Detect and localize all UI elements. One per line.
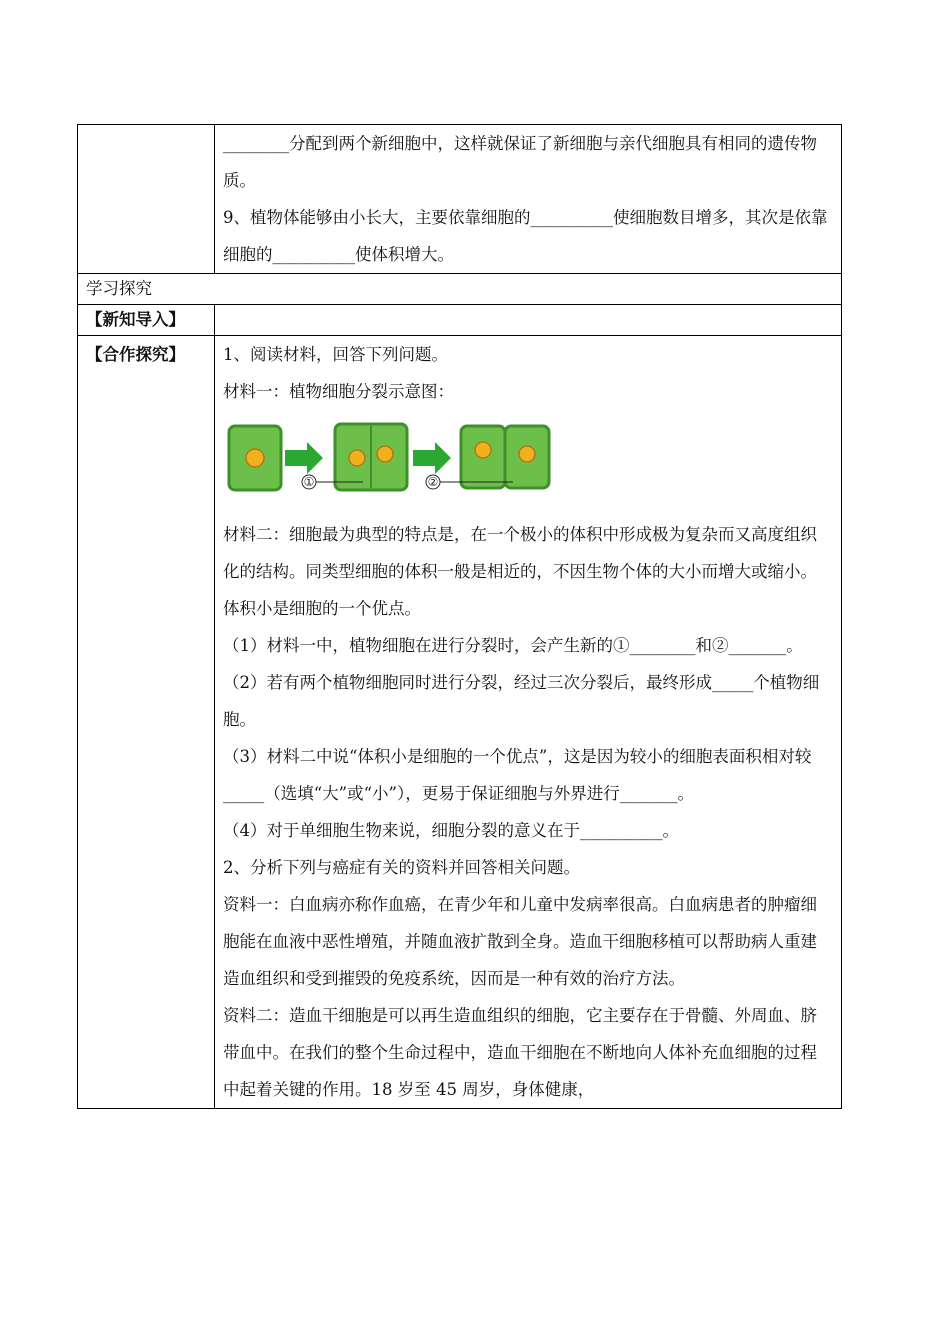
nucleus: [349, 450, 365, 466]
row1-left-cell: [78, 125, 215, 274]
cooperative-inquiry-label: 【合作探究】: [78, 336, 215, 1109]
question-2: 2、分析下列与癌症有关的资料并回答相关问题。: [223, 858, 580, 877]
nucleus: [475, 442, 491, 458]
data-1: 资料一：白血病亦称作血癌，在青少年和儿童中发病率很高。白血病患者的肿瘤细胞能在血液中恶性增殖，并随血液扩散到全身。造血干细胞移植可以帮助病人重建造血组织和受到摧毁的免疫系统，因而是一种有效的治疗方法。: [223, 895, 817, 988]
lesson-table: [77, 124, 842, 1109]
row1-right-cell: [215, 125, 842, 274]
new-knowledge-cell: [215, 305, 842, 336]
question-1: 1、阅读材料，回答下列问题。: [223, 345, 448, 364]
cell-division-diagram: [223, 414, 563, 506]
cooperative-inquiry-cell: [215, 336, 842, 1109]
section-heading: 学习探究: [86, 279, 152, 298]
section-heading-cell: [78, 274, 842, 305]
data-2: 资料二：造血干细胞是可以再生造血组织的细胞，它主要存在于骨髓、外周血、脐带血中。在我们的整个生命过程中，造血干细胞在不断地向人体补充血细胞的过程中起着关键的作用。18 岁至 45 周岁，身体健康，: [223, 1006, 817, 1099]
label-1: ①: [303, 475, 315, 489]
material-1: 材料一：植物细胞分裂示意图：: [223, 382, 454, 401]
table-row: [78, 305, 842, 336]
nucleus: [246, 449, 264, 467]
sub-question-1: （1）材料一中，植物细胞在进行分裂时，会产生新的①________和②_______。: [223, 636, 803, 655]
arrow-icon: [285, 442, 323, 474]
question-9: 9、植物体能够由小长大，主要依靠细胞的__________使细胞数目增多，其次是依靠细胞的__________使体积增大。: [223, 208, 828, 264]
arrow-icon: [413, 442, 451, 474]
sub-question-4: （4）对于单细胞生物来说，细胞分裂的意义在于__________。: [223, 821, 679, 840]
table-row: [78, 336, 842, 1109]
cell-division-figure: [223, 414, 833, 510]
table-row: [78, 274, 842, 305]
label-2: ②: [427, 475, 439, 489]
new-knowledge-label: 【新知导入】: [78, 305, 215, 336]
material-2: 材料二：细胞最为典型的特点是，在一个极小的体积中形成极为复杂而又高度组织化的结构。同类型细胞的体积一般是相近的，不因生物个体的大小而增大或缩小。体积小是细胞的一个优点。: [223, 525, 817, 618]
nucleus: [519, 446, 535, 462]
table-row: [78, 125, 842, 274]
paragraph-chromosome: ________分配到两个新细胞中，这样就保证了新细胞与亲代细胞具有相同的遗传物质。: [223, 134, 817, 190]
sub-question-3: （3）材料二中说“体积小是细胞的一个优点”，这是因为较小的细胞表面积相对较_____（选填“大”或“小”），更易于保证细胞与外界进行_______。: [223, 747, 812, 803]
nucleus: [377, 446, 393, 462]
sub-question-2: （2）若有两个植物细胞同时进行分裂，经过三次分裂后，最终形成_____个植物细胞。: [223, 673, 820, 729]
